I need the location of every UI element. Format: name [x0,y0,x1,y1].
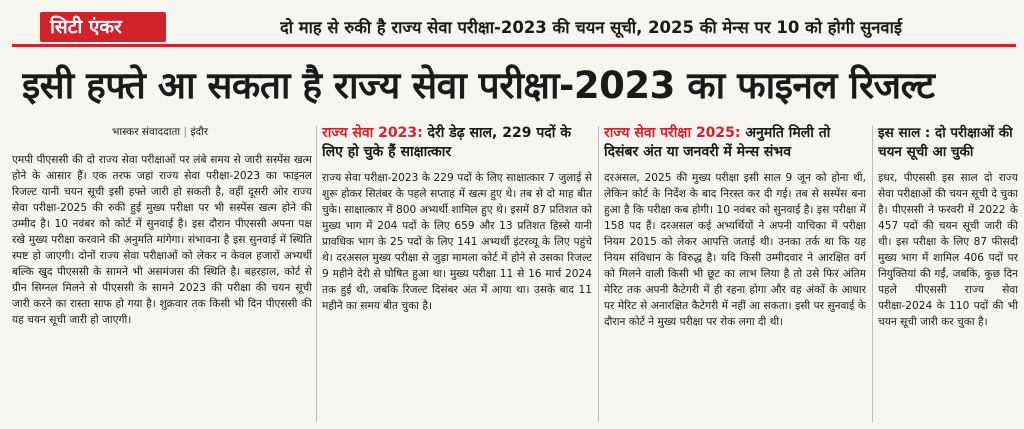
subhead-this-year: इस साल : दो परीक्षाओं की चयन सूची आ चुकी [878,125,1013,160]
body-2025: दरअसल, 2025 की मुख्य परीक्षा इसी साल 9 जून को होना थी, लेकिन कोर्ट के निर्देश के बाद निरस्त कर दी गई। तब से सस्पेंस बना हुआ है कि परीक्षा कब होगी। 10 नवंबर को सुनवाई है। इस परीक्षा में 158 पद हैं। दरअसल कई अभ्यर्थियों ने अपनी याचिका में परीक्षा नियम 2015 को लेकर आपत्ति जताई थी। उनका तर्क था कि यह नियम संविधान के विरुद्ध है। यदि किसी उम्मीदवार ने आरक्षित वर्ग को मिलने वाली किसी भी छूट का लाभ लिया है तो उसे फिर अंतिम मेरिट तक अपनी कैटेगरी में ही रहना होगा और वह अंकों के आधार पर मेरिट से अनारक्षित कैटेगरी में नहीं आ सकता। इसी पर सुनवाई के दौरान कोर्ट ने मुख्य परीक्षा पर रोक लगा दी थी। [604,172,866,328]
column-2025 [604,124,866,424]
kicker-rule [12,44,1016,47]
byline [112,124,312,142]
kicker-headline: दो माह से रुकी है राज्य सेवा परीक्षा-2023 की चयन सूची, 2025 की मेन्स पर 10 को होगी सुनवाई [280,18,902,37]
subhead-2025-text: अनुमति मिली तो दिसंबर अंत या जनवरी में मेन्स संभव [604,125,831,160]
byline-city: इंदौर [190,126,209,138]
byline-author: भास्कर संवाददाता [112,126,181,138]
column-2023 [322,124,592,424]
column-divider [598,126,599,422]
subhead-2023-text: देरी डेढ़ साल, 229 पदों के लिए हो चुके हैं साक्षात्कार [322,125,571,160]
kicker-bar [12,6,1016,52]
section-tag: सिटी एंकर [40,12,166,42]
byline-separator: | [183,126,191,138]
column-divider [316,126,317,422]
subhead-2025 [604,124,866,162]
subhead-2023 [322,124,592,162]
subhead-2025-lead: राज्य सेवा परीक्षा 2025: [604,125,741,141]
intro-paragraph: एमपी पीएससी की दो राज्य सेवा परीक्षाओं पर लंबे समय से जारी सस्पेंस खत्म होने के आसार हैं। एक तरफ जहां राज्य सेवा परीक्षा-2023 का फाइनल रिजल्ट यानी चयन सूची इसी हफ्ते जारी हो सकती है, वहीं दूसरी ओर राज्य सेवा परीक्षा-2025 की रुकी हुई मुख्य परीक्षा पर भी सस्पेंस खत्म होने की उम्मीद है। 10 नवंबर को कोर्ट में सुनवाई है। इस दौरान पीएससी अपना पक्ष रखे मुख्य परीक्षा करवाने की अनुमति मांगेगा। संभावना है इस सुनवाई में स्थिति स्पष्ट हो जाएगी। दोनों राज्य सेवा परीक्षाओं को लेकर न केवल हजारों अभ्यर्थी बल्कि खुद पीएससी के सामने भी असमंजस की स्थिति है। बहरहाल, कोर्ट से ग्रीन सिग्नल मिलने से पीएससी के सामने 2023 की परीक्षा की चयन सूची जारी करने का रास्ता साफ हो गया है। शुक्रवार तक किसी भी दिन पीएससी की यह चयन सूची जारी हो जाएगी। [12,154,312,326]
body-2023: राज्य सेवा परीक्षा-2023 के 229 पदों के लिए साक्षात्कार 7 जुलाई से शुरू होकर सितंबर के पहले सप्ताह में खत्म हुए थे। तब से दो माह बीत चुके। साक्षात्कार में 800 अभ्यर्थी शामिल हुए थे। इसमें 87 प्रतिशत को मुख्य भाग में 204 पदों के लिए 659 और 13 प्रतिशत हिस्से यानी प्रावधिक भाग के 25 पदों के लिए 141 अभ्यर्थी इंटरव्यू के लिए पहुंचे थे। दरअसल मुख्य परीक्षा से जुड़ा मामला कोर्ट में होने से उसका रिजल्ट 9 महीने देरी से घोषित हुआ था। मुख्य परीक्षा 11 से 16 मार्च 2024 तक हुई थी, जबकि रिजल्ट दिसंबर अंत में आया था। उसके बाद 11 महीने का समय बीत चुका है। [322,172,592,312]
subhead-2023-lead: राज्य सेवा 2023: [322,125,423,141]
column-this-year [878,124,1018,424]
body-this-year: इधर, पीएससी इस साल दो राज्य सेवा परीक्षाओं की चयन सूची दे चुका है। पीएससी ने फरवरी में 2022 के 457 पदों की चयन सूची जारी की थी। इस परीक्षा के लिए 87 फीसदी मुख्य भाग में शामिल 406 पदों पर नियुक्तियां की गईं, जबकि, कुछ दिन पहले पीएससी राज्य सेवा परीक्षा-2024 के 110 पदों की भी चयन सूची जारी कर चुका है। [878,172,1018,328]
main-headline: इसी हफ्ते आ सकता है राज्य सेवा परीक्षा-2023 का फाइनल रिजल्ट [22,64,935,107]
column-intro [12,124,312,424]
column-divider [872,126,873,422]
